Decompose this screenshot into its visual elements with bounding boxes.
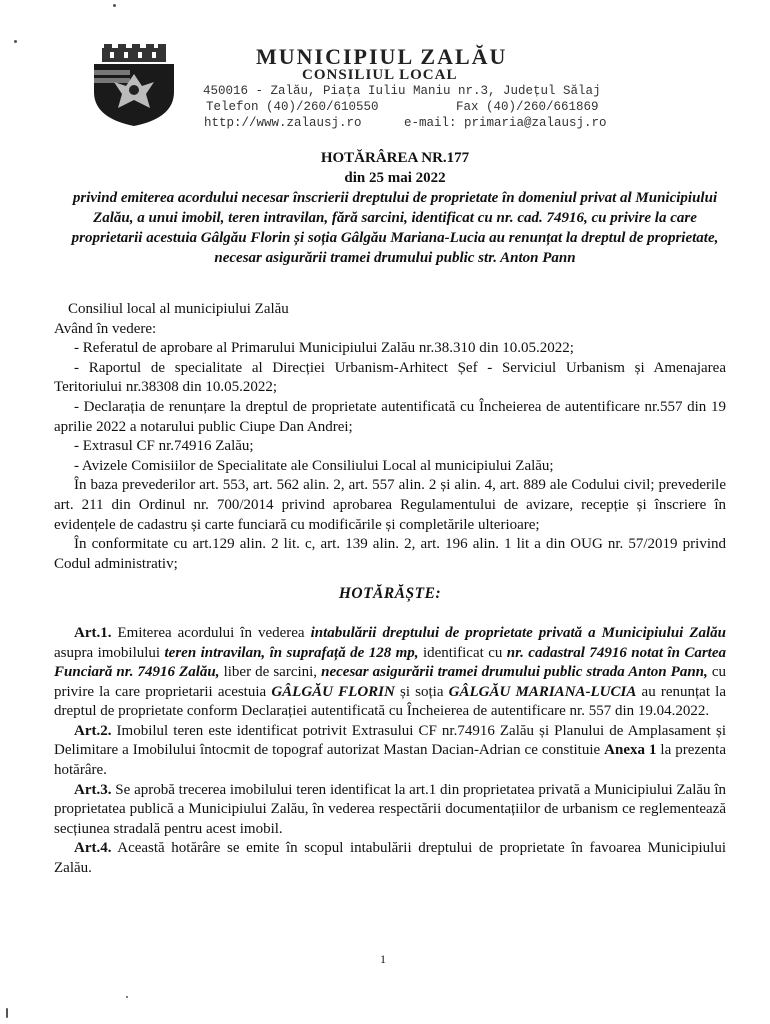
legal-basis-paragraph: În baza prevederilor art. 553, art. 562 alin. 2, art. 557 alin. 2 și alin. 4, art. 889 ale Codului civil; prevederile art. 211 din Ordinul nr. 700/2014 privind aprobarea Regulamentului de avizare, recepție și înscriere în evidențele de cadastru și carte funciară cu modificările și completările ulterioare; xyxy=(54,477,726,533)
header-email[interactable]: e-mail: primaria@zalausj.ro xyxy=(404,116,607,130)
preamble-item: - Declarația de renunțare la dreptul de proprietate autentificată cu Încheierea de autentificare nr.557 din 19 aprilie 2022 a notarului public Ciupe Dan Andrei; xyxy=(54,398,726,435)
scan-speck xyxy=(14,40,17,43)
city-coat-of-arms-icon xyxy=(88,44,180,126)
article-emphasis: intabulării dreptului de proprietate privată a Municipiului Zalău xyxy=(310,624,726,641)
scan-speck xyxy=(126,996,128,998)
header-phone: Telefon (40)/260/610550 xyxy=(206,100,379,114)
article-emphasis: necesar asigurării tramei drumului public strada Anton Pann, xyxy=(321,664,708,681)
annex-reference: Anexa 1 xyxy=(604,742,657,759)
article-text: Această hotărâre se emite în scopul intabulării dreptului de proprietate în favoarea Municipiului Zalău. xyxy=(54,840,726,877)
article-text: cu privire la care proprietarii acestuia xyxy=(54,664,726,700)
decision-date: din 25 mai 2022 xyxy=(344,170,446,186)
article-text: Emiterea acordului în vederea xyxy=(111,624,311,641)
article-1 xyxy=(54,624,726,722)
article-emphasis: teren intravilan, în suprafață de 128 mp, xyxy=(164,644,419,661)
owner-name: GÂLGĂU FLORIN xyxy=(271,683,395,700)
scan-speck xyxy=(113,4,116,7)
decides-heading: HOTĂRĂȘTE: xyxy=(338,585,442,603)
article-text: au renunțat la dreptul de proprietate conform Declarației autentificată cu Încheierea de autentificare nr. 557 din 19.04.2022. xyxy=(54,683,726,720)
article-text: asupra imobilului xyxy=(54,644,165,661)
preamble-item: - Raportul de specialitate al Direcției Urbanism-Arhitect Șef - Serviciul Urbanism și Amenajarea Teritoriului nr.38308 din 10.05.2022; xyxy=(54,359,726,396)
legal-basis-paragraph: În conformitate cu art.129 alin. 2 lit. c, art. 139 alin. 2, art. 196 alin. 1 lit a din OUG nr. 57/2019 privind Codul administrativ; xyxy=(54,536,726,572)
article-text: Se aprobă trecerea imobilului teren identificat la art.1 din proprietatea privată a Municipiului Zalău în proprietatea publică a Municipiului Zalău, în vederea respectării documentațiilor de urbanism ce reglementează secțiunea stradală pentru acest imobil. xyxy=(54,781,726,837)
owner-name: GÂLGĂU MARIANA-LUCIA xyxy=(448,683,637,700)
decision-subject: privind emiterea acordului necesar înscrierii dreptului de proprietate în domeniul privat al Municipiului Zalău, a unui imobil, teren intravilan, fără sarcini, identificat cu nr. cad. 74916, cu privire la care proprietarii acestuia Gâlgău Florin și soția Gâlgău Mariana-Lucia au renunțat la dreptul de proprietate, necesar asigurării tramei drumului public str. Anton Pann xyxy=(71,190,719,266)
preamble-item: - Referatul de aprobare al Primarului Municipiului Zalău nr.38.310 din 10.05.2022; xyxy=(74,340,574,357)
article-text: la prezenta hotărâre. xyxy=(54,742,727,779)
article-text: și soția xyxy=(394,683,449,700)
article-emphasis: nr. cadastral 74916 notat în Cartea Funciară nr. 74916 Zalău, xyxy=(54,644,727,681)
scan-speck xyxy=(6,1008,8,1018)
article-text: liber de sarcini, xyxy=(219,664,322,681)
header-website[interactable]: http://www.zalausj.ro xyxy=(204,116,362,130)
article-label: Art.4. xyxy=(74,840,112,857)
article-3 xyxy=(54,781,726,840)
header-fax: Fax (40)/260/661869 xyxy=(456,100,599,114)
preamble-item: - Extrasul CF nr.74916 Zalău; xyxy=(74,438,254,455)
article-label: Art.3. xyxy=(74,781,112,798)
header-subtitle: CONSILIUL LOCAL xyxy=(302,67,458,83)
decision-number: HOTĂRÂREA NR.177 xyxy=(320,150,470,166)
council-line: Consiliul local al municipiului Zalău xyxy=(68,301,289,317)
article-4 xyxy=(54,839,726,878)
article-text: identificat cu xyxy=(418,644,507,661)
preamble-item: - Avizele Comisiilor de Specialitate ale Consiliului Local al municipiului Zalău; xyxy=(74,457,554,474)
decision-title-block xyxy=(70,148,720,268)
article-2 xyxy=(54,722,726,781)
article-label: Art.2. xyxy=(74,722,112,739)
header-address: 450016 - Zalău, Piața Iuliu Maniu nr.3, Județul Sălaj xyxy=(203,84,601,98)
having-regard-heading: Având în vedere: xyxy=(54,320,157,337)
article-label: Art.1. xyxy=(74,624,112,641)
article-text: Imobilul teren este identificat potrivit Extrasului CF nr.74916 Zalău și Planului de Amplasament și Delimitare a Imobilului întocmit de topograf autorizat Mastan Dacian-Adrian ce constituie xyxy=(54,722,726,759)
document-body xyxy=(54,300,726,879)
page-number: 1 xyxy=(380,952,386,966)
header-title: MUNICIPIUL ZALĂU xyxy=(256,44,508,69)
